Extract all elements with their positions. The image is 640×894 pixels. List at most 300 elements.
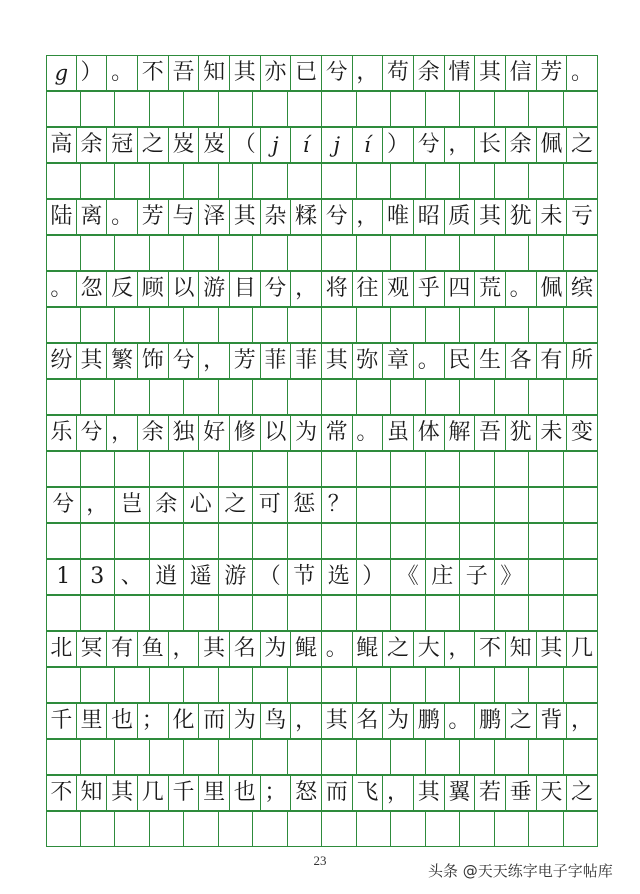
character: 好 [203, 420, 226, 445]
grid-cell [261, 343, 292, 379]
grid-cell [475, 199, 506, 235]
grid-cell [506, 775, 537, 811]
grid-cell [445, 55, 476, 91]
grid-cell [219, 91, 254, 127]
grid-cell [537, 415, 568, 451]
grid-cell [46, 307, 81, 343]
character: 背 [540, 708, 563, 733]
grid-cell [288, 307, 323, 343]
grid-cell [357, 307, 392, 343]
grid-cell [506, 199, 537, 235]
grid-cell [138, 55, 169, 91]
grid-cell [529, 91, 564, 127]
grid-cell [138, 703, 169, 739]
character: 鲲 [295, 636, 318, 661]
character: 其 [233, 60, 256, 85]
character: 惩 [293, 492, 316, 517]
character: 犹 [509, 204, 532, 229]
character: 未 [540, 204, 563, 229]
character: g [54, 60, 69, 85]
grid-cell [506, 127, 537, 163]
character: 以 [172, 276, 195, 301]
character: 离 [80, 204, 103, 229]
character: 翼 [448, 780, 471, 805]
character: 鹏 [479, 708, 502, 733]
character: 余 [509, 132, 532, 157]
character: 兮 [172, 348, 195, 373]
grid-cell [184, 487, 219, 523]
character: 、 [120, 564, 143, 589]
character: 也 [111, 708, 134, 733]
grid-cell [115, 379, 150, 415]
character: 其 [203, 636, 226, 661]
grid-cell [445, 343, 476, 379]
grid-cell [199, 703, 230, 739]
character: 独 [172, 420, 195, 445]
character: 兮 [264, 276, 287, 301]
character: 民 [448, 348, 471, 373]
grid-cell [219, 559, 254, 595]
character: 心 [189, 492, 212, 517]
grid-cell [199, 55, 230, 91]
grid-cell [150, 523, 185, 559]
grid-cell [138, 343, 169, 379]
grid-cell [445, 199, 476, 235]
grid-cell [291, 631, 322, 667]
character: 千 [172, 780, 195, 805]
grid-cell [261, 55, 292, 91]
character: 苟 [387, 60, 410, 85]
character: ？ [327, 492, 350, 517]
grid-cell [564, 595, 599, 631]
grid-cell [81, 307, 116, 343]
grid-cell [391, 91, 426, 127]
grid-cell [291, 703, 322, 739]
grid-cell [426, 559, 461, 595]
character: 吾 [172, 60, 195, 85]
character: 余 [80, 132, 103, 157]
grid-cell [169, 199, 200, 235]
grid-cell [77, 775, 108, 811]
grid-cell [107, 127, 138, 163]
grid-cell [219, 307, 254, 343]
grid-cell [288, 667, 323, 703]
grid-cell [445, 415, 476, 451]
grid-cell [322, 235, 357, 271]
grid-cell [322, 811, 357, 847]
grid-cell [253, 523, 288, 559]
character: 缤 [570, 276, 593, 301]
grid-cell [475, 127, 506, 163]
character: 里 [203, 780, 226, 805]
character: 。 [50, 276, 73, 301]
grid-cell [115, 667, 150, 703]
character: 目 [233, 276, 256, 301]
grid-cell [567, 631, 598, 667]
grid-cell [460, 235, 495, 271]
character: 其 [325, 708, 348, 733]
grid-cell [495, 307, 530, 343]
character: 而 [325, 780, 348, 805]
grid-cell [219, 811, 254, 847]
character: 之 [224, 492, 247, 517]
character: 佩 [540, 132, 563, 157]
character: 情 [448, 60, 471, 85]
character: 之 [570, 132, 593, 157]
grid-cell [357, 379, 392, 415]
character: 千 [50, 708, 73, 733]
character: 北 [50, 636, 73, 661]
character: 余 [141, 420, 164, 445]
grid-cell [564, 523, 599, 559]
grid-cell [253, 235, 288, 271]
character: 陆 [50, 204, 73, 229]
grid-cell [353, 271, 384, 307]
grid-cell [529, 811, 564, 847]
grid-cell [253, 91, 288, 127]
grid-cell [184, 307, 219, 343]
grid-cell [529, 523, 564, 559]
grid-cell [506, 415, 537, 451]
grid-cell [150, 559, 185, 595]
grid-cell [253, 451, 288, 487]
grid-cell [115, 163, 150, 199]
grid-cell [184, 91, 219, 127]
grid-cell [184, 559, 219, 595]
character: ， [203, 348, 226, 373]
character: 。 [356, 420, 379, 445]
grid-cell [529, 163, 564, 199]
grid-cell [288, 91, 323, 127]
grid-cell [115, 739, 150, 775]
grid-cell [357, 91, 392, 127]
grid-cell [46, 235, 81, 271]
character: 》 [500, 564, 523, 589]
grid-cell [529, 667, 564, 703]
character: ， [448, 636, 471, 661]
character: 生 [479, 348, 502, 373]
grid-cell [567, 343, 598, 379]
grid-cell [184, 163, 219, 199]
character: 忽 [80, 276, 103, 301]
grid-cell [460, 379, 495, 415]
character: 几 [570, 636, 593, 661]
character: ， [111, 420, 134, 445]
grid-cell [529, 451, 564, 487]
grid-cell [288, 235, 323, 271]
grid-cell [291, 271, 322, 307]
character: 若 [479, 780, 502, 805]
character: 兮 [80, 420, 103, 445]
grid-cell [253, 163, 288, 199]
grid-cell [46, 379, 81, 415]
grid-cell [495, 379, 530, 415]
grid-cell [261, 199, 292, 235]
grid-cell [383, 343, 414, 379]
grid-cell [115, 235, 150, 271]
grid-cell [81, 451, 116, 487]
grid-cell [184, 523, 219, 559]
grid-cell [253, 559, 288, 595]
grid-cell [184, 235, 219, 271]
grid-cell [357, 739, 392, 775]
grid-cell [353, 775, 384, 811]
blank-practice-row [46, 811, 598, 847]
grid-cell [81, 379, 116, 415]
character: ， [172, 636, 195, 661]
character: 芳 [141, 204, 164, 229]
character: 荒 [479, 276, 502, 301]
grid-cell [184, 379, 219, 415]
grid-cell [383, 415, 414, 451]
watermark-text: 头条 @天天练字电子字帖库 [428, 862, 613, 880]
grid-cell [322, 523, 357, 559]
grid-cell [150, 307, 185, 343]
grid-cell [169, 271, 200, 307]
grid-cell [322, 451, 357, 487]
character: 逍 [155, 564, 178, 589]
grid-cell [322, 55, 353, 91]
grid-cell [537, 775, 568, 811]
grid-cell [169, 343, 200, 379]
grid-cell [322, 163, 357, 199]
character: 乐 [50, 420, 73, 445]
grid-cell [230, 775, 261, 811]
grid-cell [322, 127, 353, 163]
text-row [46, 559, 598, 595]
character: 1 [56, 564, 71, 589]
grid-cell [199, 631, 230, 667]
text-row [46, 415, 598, 451]
character: 鱼 [141, 636, 164, 661]
character: 游 [224, 564, 247, 589]
character: 其 [233, 204, 256, 229]
grid-cell [383, 775, 414, 811]
grid-cell [219, 487, 254, 523]
grid-cell [460, 523, 495, 559]
grid-cell [353, 199, 384, 235]
grid-cell [261, 127, 292, 163]
grid-cell [357, 595, 392, 631]
grid-cell [383, 55, 414, 91]
grid-cell [184, 451, 219, 487]
grid-cell [495, 739, 530, 775]
character: 余 [417, 60, 440, 85]
grid-cell [150, 163, 185, 199]
grid-cell [81, 163, 116, 199]
grid-cell [288, 811, 323, 847]
character: 吾 [479, 420, 502, 445]
character: 观 [387, 276, 410, 301]
grid-cell [445, 271, 476, 307]
grid-cell [353, 55, 384, 91]
grid-cell [199, 199, 230, 235]
character: ， [448, 132, 471, 157]
grid-cell [253, 307, 288, 343]
character: 以 [264, 420, 287, 445]
blank-practice-row [46, 667, 598, 703]
grid-cell [460, 487, 495, 523]
character: 繁 [111, 348, 134, 373]
character: 不 [141, 60, 164, 85]
grid-cell [426, 523, 461, 559]
character: 亦 [264, 60, 287, 85]
grid-cell [460, 667, 495, 703]
grid-cell [288, 379, 323, 415]
character: 顾 [141, 276, 164, 301]
grid-cell [564, 667, 599, 703]
character: 饰 [141, 348, 164, 373]
character: 体 [417, 420, 440, 445]
character: 与 [172, 204, 195, 229]
character: （ [233, 132, 256, 157]
grid-cell [357, 487, 392, 523]
character: 其 [417, 780, 440, 805]
character: 兮 [52, 492, 75, 517]
grid-cell [460, 451, 495, 487]
character: 章 [387, 348, 410, 373]
character: 冠 [111, 132, 134, 157]
grid-cell [253, 595, 288, 631]
grid-cell [81, 595, 116, 631]
grid-cell [81, 523, 116, 559]
grid-cell [81, 739, 116, 775]
grid-cell [445, 127, 476, 163]
character: 为 [264, 636, 287, 661]
character: 其 [540, 636, 563, 661]
character: 岂 [120, 492, 143, 517]
grid-cell [353, 631, 384, 667]
grid-cell [322, 199, 353, 235]
grid-cell [288, 451, 323, 487]
character: 其 [80, 348, 103, 373]
grid-cell [77, 55, 108, 91]
character: ， [570, 708, 593, 733]
grid-cell [537, 703, 568, 739]
character: 可 [258, 492, 281, 517]
grid-cell [353, 703, 384, 739]
grid-cell [567, 55, 598, 91]
character: 佩 [540, 276, 563, 301]
character: 之 [509, 708, 532, 733]
character: 游 [203, 276, 226, 301]
character: 已 [295, 60, 318, 85]
grid-cell [357, 523, 392, 559]
character: 其 [111, 780, 134, 805]
character: 变 [570, 420, 593, 445]
grid-cell [230, 343, 261, 379]
text-row [46, 127, 598, 163]
grid-cell [138, 199, 169, 235]
grid-cell [357, 451, 392, 487]
character: 。 [325, 636, 348, 661]
grid-cell [475, 703, 506, 739]
character: 弥 [356, 348, 379, 373]
grid-cell [107, 703, 138, 739]
grid-cell [150, 379, 185, 415]
character: 有 [111, 636, 134, 661]
grid-cell [475, 631, 506, 667]
grid-cell [426, 739, 461, 775]
grid-cell [291, 415, 322, 451]
grid-cell [567, 415, 598, 451]
grid-cell [261, 631, 292, 667]
grid-cell [567, 775, 598, 811]
grid-cell [253, 739, 288, 775]
grid-cell [529, 559, 564, 595]
grid-cell [115, 559, 150, 595]
character: 兮 [325, 204, 348, 229]
grid-cell [564, 91, 599, 127]
grid-cell [322, 631, 353, 667]
grid-cell [150, 487, 185, 523]
blank-practice-row [46, 739, 598, 775]
grid-cell [506, 631, 537, 667]
grid-cell [567, 271, 598, 307]
grid-cell [567, 199, 598, 235]
grid-cell [495, 487, 530, 523]
character: í [302, 132, 310, 157]
character: 犹 [509, 420, 532, 445]
grid-cell [460, 559, 495, 595]
character: 四 [448, 276, 471, 301]
grid-cell [495, 811, 530, 847]
grid-cell [322, 775, 353, 811]
grid-cell [230, 415, 261, 451]
grid-cell [219, 379, 254, 415]
character: 兮 [325, 60, 348, 85]
grid-cell [46, 739, 81, 775]
character: 。 [448, 708, 471, 733]
grid-cell [475, 55, 506, 91]
grid-cell [537, 55, 568, 91]
grid-cell [46, 667, 81, 703]
grid-cell [107, 199, 138, 235]
grid-cell [288, 163, 323, 199]
grid-cell [460, 91, 495, 127]
grid-cell [357, 811, 392, 847]
text-row [46, 55, 598, 91]
grid-cell [199, 127, 230, 163]
grid-cell [506, 703, 537, 739]
grid-cell [150, 811, 185, 847]
grid-cell [391, 307, 426, 343]
grid-cell [537, 199, 568, 235]
character: 所 [570, 348, 593, 373]
grid-cell [219, 235, 254, 271]
grid-cell [564, 739, 599, 775]
character: 大 [417, 636, 440, 661]
grid-cell [564, 235, 599, 271]
grid-cell [150, 235, 185, 271]
grid-cell [138, 775, 169, 811]
grid-cell [199, 775, 230, 811]
grid-cell [46, 595, 81, 631]
character: 庄 [431, 564, 454, 589]
grid-cell [288, 523, 323, 559]
grid-cell [357, 667, 392, 703]
grid-cell [77, 199, 108, 235]
character: 糅 [295, 204, 318, 229]
character: ； [141, 708, 164, 733]
grid-cell [322, 379, 357, 415]
character: 纷 [50, 348, 73, 373]
grid-cell [322, 487, 357, 523]
grid-cell [391, 523, 426, 559]
character: ， [86, 492, 109, 517]
character: 垂 [509, 780, 532, 805]
grid-cell [426, 451, 461, 487]
